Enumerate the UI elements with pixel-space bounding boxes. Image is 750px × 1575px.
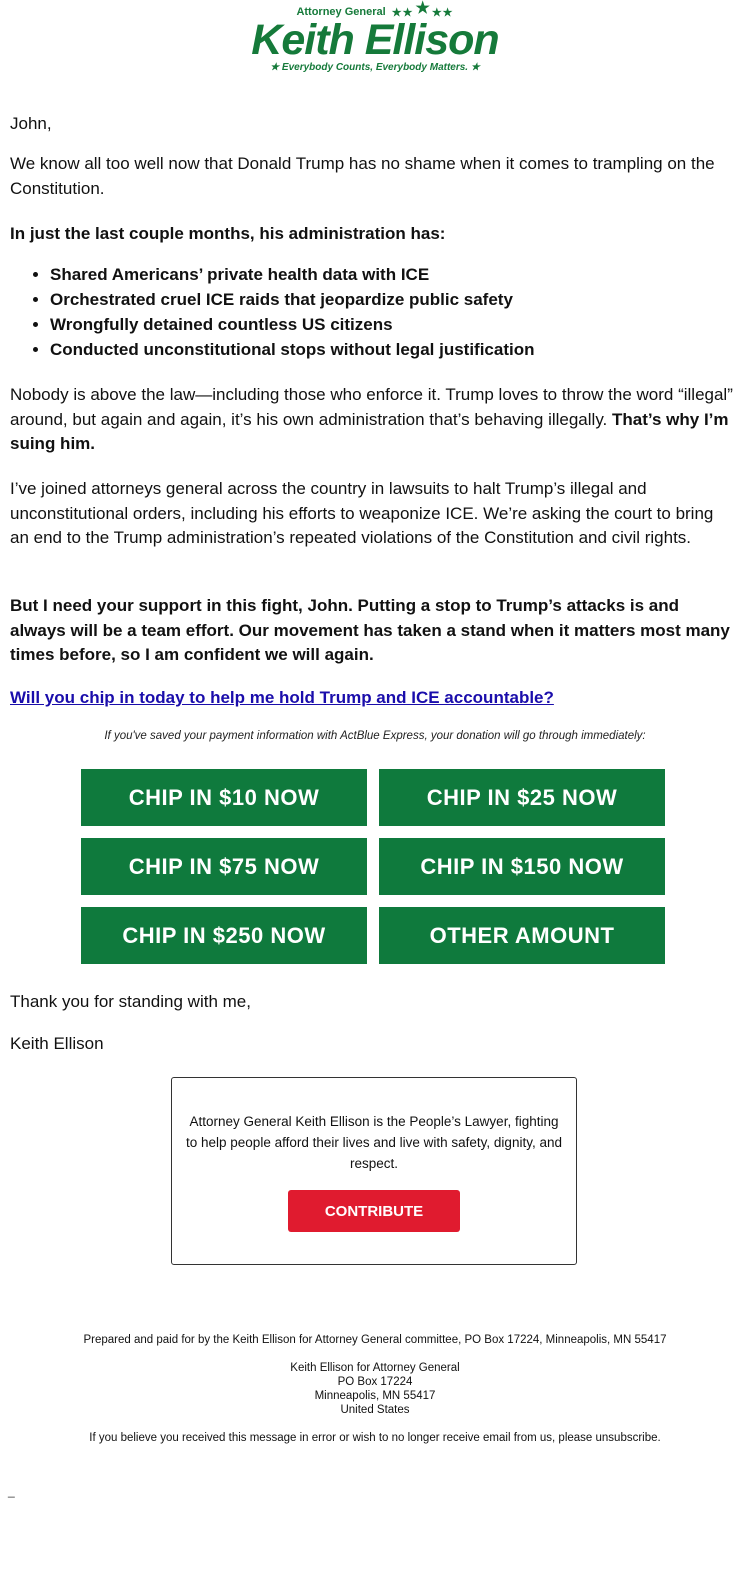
list-item: • Conducted unconstitutional stops without legal justification bbox=[50, 337, 534, 362]
unsubscribe-notice[interactable]: If you believe you received this message in error or wish to no longer receive email from us, please unsubscribe. bbox=[89, 1432, 661, 1444]
chip-in-25-button[interactable]: CHIP IN $25 NOW bbox=[379, 769, 665, 826]
star-icon: ★ bbox=[415, 0, 430, 17]
paragraph-intro: We know all too well now that Donald Trump has no shame when it comes to trampling on the Constitution. bbox=[10, 154, 715, 198]
paragraph-law-text: Nobody is above the law—including those who enforce it. Trump loves to throw the word “illegal” around, but again and again, it’s his own administration that’s behaving illegally. bbox=[10, 385, 733, 429]
chip-in-250-button[interactable]: CHIP IN $250 NOW bbox=[81, 907, 367, 964]
tracking-mark: _ bbox=[8, 1484, 15, 1498]
bio-text: Attorney General Keith Ellison is the People’s Lawyer, fighting to help people afford their lives and live with safety, dignity, and respect. bbox=[186, 1114, 562, 1171]
address-line: Keith Ellison for Attorney General bbox=[290, 1362, 460, 1374]
paragraph-lawsuits: I’ve joined attorneys general across the country in lawsuits to halt Trump’s illegal and unconstitutional orders, including his efforts to weaponize ICE. We’re asking the court to bring an end to the Trump administration’s repeated violations of the Constitution and civil rights. bbox=[10, 479, 714, 547]
list-item: • Shared Americans’ private health data with ICE bbox=[50, 262, 534, 287]
paragraph-law bbox=[10, 383, 735, 457]
bio-box bbox=[171, 1077, 577, 1265]
contribute-button[interactable]: CONTRIBUTE bbox=[288, 1190, 460, 1232]
logo-title-small: Attorney General bbox=[296, 6, 386, 18]
star-icon: ★★ bbox=[431, 6, 454, 19]
donate-button-grid bbox=[81, 769, 665, 964]
mailing-address bbox=[0, 1361, 750, 1417]
paid-for-disclaimer: Prepared and paid for by the Keith Ellison for Attorney General committee, PO Box 17224, Minneapolis, MN 55417 bbox=[83, 1334, 667, 1346]
actblue-express-note: If you've saved your payment information with ActBlue Express, your donation will go through immediately: bbox=[104, 730, 646, 742]
paragraph-law-bold: That’s why I’m suing him. bbox=[10, 409, 729, 453]
address-line: United States bbox=[340, 1404, 410, 1416]
address-line: PO Box 17224 bbox=[337, 1376, 413, 1388]
bullet-list bbox=[10, 262, 534, 362]
paragraph-list-intro: In just the last couple months, his administration has: bbox=[10, 224, 446, 243]
chip-in-10-button[interactable]: CHIP IN $10 NOW bbox=[81, 769, 367, 826]
chip-in-75-button[interactable]: CHIP IN $75 NOW bbox=[81, 838, 367, 895]
greeting: John, bbox=[10, 114, 52, 133]
campaign-logo bbox=[0, 0, 750, 73]
signature: Keith Ellison bbox=[10, 1034, 104, 1053]
logo-name: Keith Ellison bbox=[251, 16, 499, 64]
chip-in-150-button[interactable]: CHIP IN $150 NOW bbox=[379, 838, 665, 895]
other-amount-button[interactable]: OTHER AMOUNT bbox=[379, 907, 665, 964]
paragraph-support: But I need your support in this fight, John. Putting a stop to Trump’s attacks is and always will be a team effort. Our movement has taken a stand when it matters most many times before, so I am confident we will again. bbox=[10, 596, 730, 664]
donate-ask-link[interactable]: Will you chip in today to help me hold Trump and ICE accountable? bbox=[10, 688, 554, 707]
address-line: Minneapolis, MN 55417 bbox=[314, 1390, 436, 1402]
list-item: • Orchestrated cruel ICE raids that jeopardize public safety bbox=[50, 287, 534, 312]
footer bbox=[0, 1333, 750, 1445]
closing-line: Thank you for standing with me, bbox=[10, 992, 251, 1011]
list-item: • Wrongfully detained countless US citizens bbox=[50, 312, 534, 337]
logo-tagline: ★ Everybody Counts, Everybody Matters. ★ bbox=[270, 62, 480, 73]
star-icon: ★★ bbox=[387, 6, 414, 19]
